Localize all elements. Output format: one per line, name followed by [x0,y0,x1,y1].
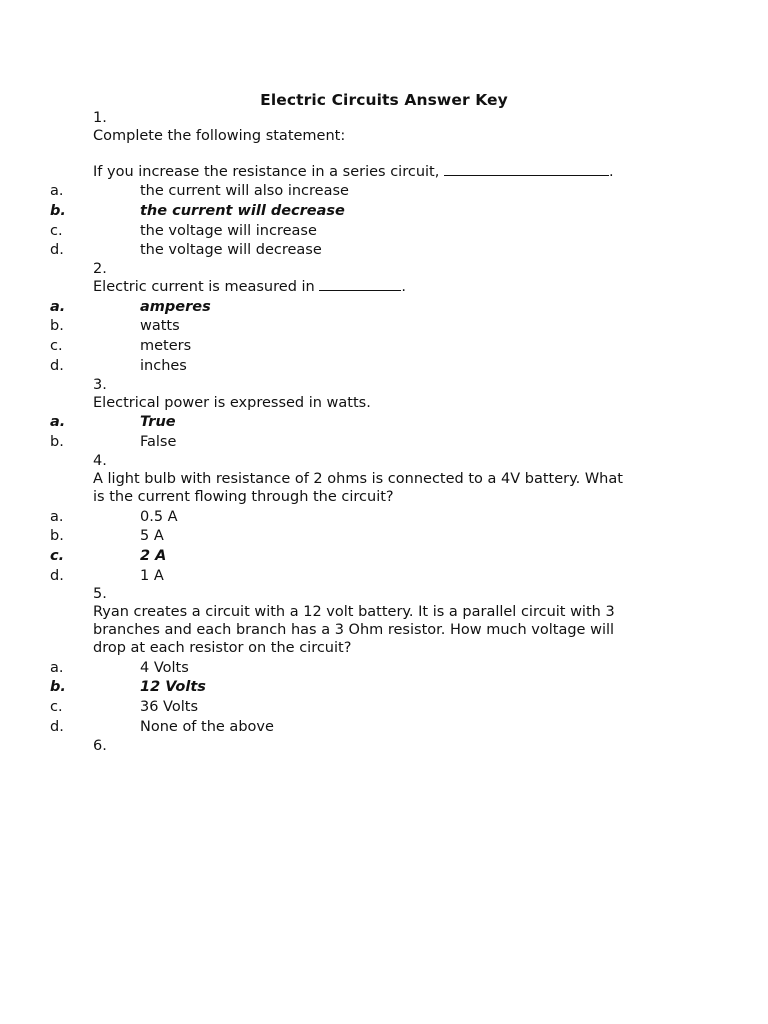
option-letter: c. [50,223,63,239]
question-5-prompt-line-3: drop at each resistor on the circuit? [93,640,352,656]
question-2-prompt-end: . [401,279,406,295]
question-1-statement-start: If you increase the resistance in a series circuit, [93,164,444,180]
option-text: watts [140,318,180,334]
option-text-correct: amperes [140,299,211,315]
option-text: 4 Volts [140,660,189,676]
option-letter-correct: a. [50,414,66,430]
option-letter: d. [50,358,64,374]
question-1-number: 1. [93,110,107,126]
answer-blank [444,163,609,176]
option-letter: b. [50,434,64,450]
question-5-number: 5. [93,586,107,602]
option-text: 36 Volts [140,699,198,715]
question-2-prompt-start: Electric current is measured in [93,279,320,295]
option-letter: d. [50,568,64,584]
option-text: the voltage will decrease [140,242,322,258]
question-4-prompt-line-1: A light bulb with resistance of 2 ohms is connected to a 4V battery. What [93,471,623,487]
option-letter: a. [50,660,64,676]
question-1-prompt: Complete the following statement: [93,128,346,144]
question-4-number: 4. [93,453,107,469]
option-letter: a. [50,183,64,199]
question-2-number: 2. [93,261,107,277]
question-5-prompt-line-2: branches and each branch has a 3 Ohm resistor. How much voltage will [93,622,615,638]
option-letter: d. [50,242,64,258]
question-5-prompt-line-1: Ryan creates a circuit with a 12 volt battery. It is a parallel circuit with 3 [93,604,615,620]
option-letter: b. [50,528,64,544]
option-text: False [140,434,177,450]
question-4-prompt-line-2: is the current flowing through the circuit? [93,489,394,505]
option-text: 5 A [140,528,164,544]
option-text-correct: 12 Volts [140,679,206,695]
answer-blank [319,278,401,291]
option-letter-correct: c. [50,548,65,564]
option-letter-correct: b. [50,679,66,695]
option-letter: b. [50,318,64,334]
option-letter-correct: b. [50,203,66,219]
option-text: 1 A [140,568,164,584]
question-6-number: 6. [93,738,107,754]
option-text-correct: the current will decrease [140,203,345,219]
option-text-correct: 2 A [140,548,167,564]
option-text: 0.5 A [140,509,178,525]
option-letter-correct: a. [50,299,66,315]
option-text: the current will also increase [140,183,349,199]
option-letter: a. [50,509,64,525]
question-1-statement-end: . [608,164,614,180]
option-letter: c. [50,699,63,715]
question-3-number: 3. [93,377,107,393]
option-text: the voltage will increase [140,223,317,239]
question-3-prompt: Electrical power is expressed in watts. [93,395,371,411]
option-text: meters [140,338,192,354]
question-1-statement [93,163,614,182]
option-text-correct: True [140,414,176,430]
option-text: inches [140,358,187,374]
page-title: Electric Circuits Answer Key [260,91,508,109]
option-letter: d. [50,719,64,735]
option-letter: c. [50,338,63,354]
question-2-prompt [93,278,406,297]
option-text: None of the above [140,719,274,735]
